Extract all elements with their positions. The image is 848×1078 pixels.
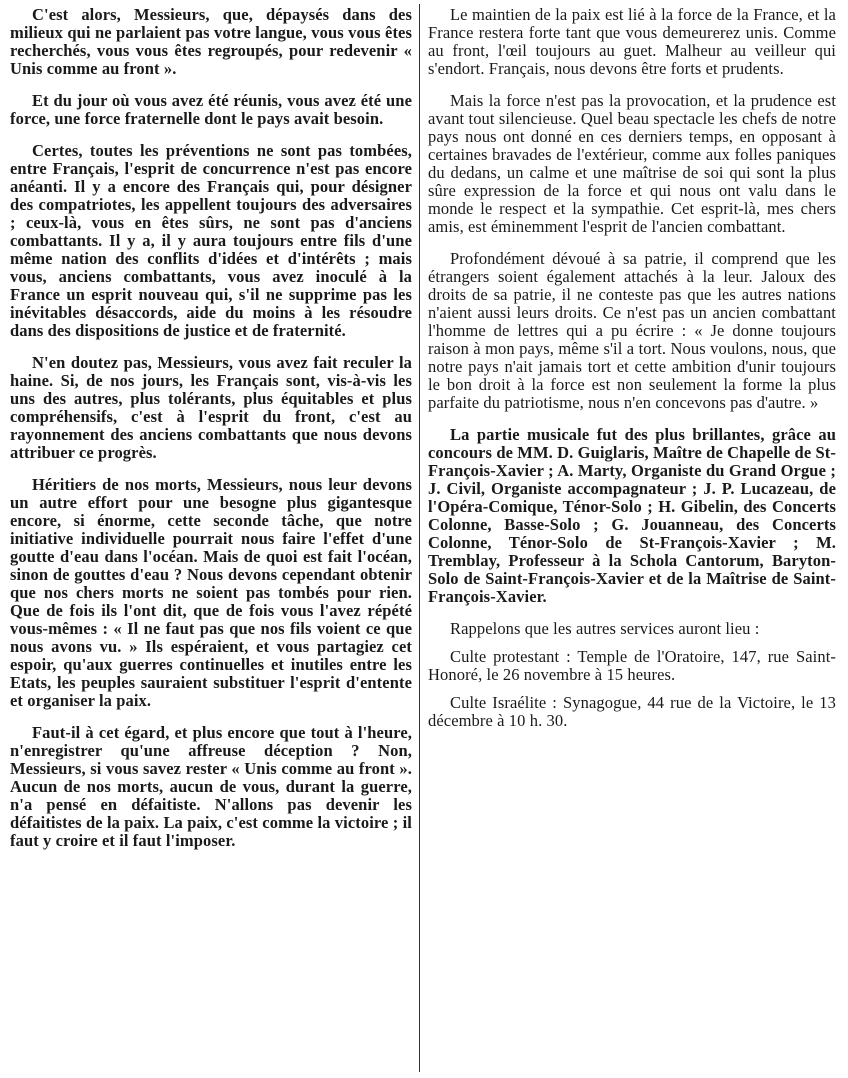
paragraph: Culte protestant : Temple de l'Oratoire, 147, rue Saint-Honoré, le 26 novembre à 15 heures. (428, 647, 836, 684)
paragraph: Et du jour où vous avez été réunis, vous avez été une force, une force fraternelle dont le pays avait besoin. (10, 91, 412, 128)
right-column (428, 6, 836, 740)
music-paragraph: La partie musicale fut des plus brillantes, grâce au concours de MM. D. Guiglaris, Maître de Chapelle de St-François-Xavier ; A. Marty, Organiste du Grand Orgue ; J. Civil, Organiste accompagnateur ; J. P. Lucazeau, de l'Opéra-Comique, Ténor-Solo ; H. Gibelin, des Concerts Colonne, Basse-Solo ; G. Jouanneau, des Concerts Colonne, Ténor-Solo de St-François-Xavier ; M. Tremblay, Professeur à la Schola Cantorum, Baryton-Solo de Saint-François-Xavier et de la Maîtrise de Saint-François-Xavier. (428, 425, 836, 606)
paragraph: Héritiers de nos morts, Messieurs, nous leur devons un autre effort pour une besogne plus gigantesque encore, si énorme, cette seconde tâche, que notre initiative individuelle pourrait nous faire l'effet d'une goutte d'eau dans l'océan. Mais de quoi est fait l'océan, sinon de gouttes d'eau ? Nous devons cependant obtenir que nos chers morts ne soient pas tombés pour rien. Que de fois ils l'ont dit, que de fois vous l'avez répété vous-mêmes : « Il ne faut pas que nos fils voient ce que nous avons vu. » Ils espéraient, et vous partagiez cet espoir, qu'aux guerres continuelles et inutiles entre les Etats, les peuples sauraient substituer l'esprit d'entente et organiser la paix. (10, 475, 412, 710)
paragraph: Culte Israélite : Synagogue, 44 rue de la Victoire, le 13 décembre à 10 h. 30. (428, 693, 836, 730)
paragraph: C'est alors, Messieurs, que, dépaysés dans des milieux qui ne parlaient pas votre langue, vous vous êtes recherchés, vous vous êtes regroupés, pour redevenir « Unis comme au front ». (10, 5, 412, 78)
paragraph: Profondément dévoué à sa patrie, il comprend que les étrangers soient également attachés à la leur. Jaloux des droits de sa patrie, il ne conteste pas que les autres nations n'aient aussi leurs droits. Ce n'est pas un ancien combattant l'homme de lettres qui a pu écrire : « Je donne toujours raison à mon pays, même s'il a tort. Nous voulons, nous, que notre pays n'ait jamais tort et cette ambition d'unir toujours le bon droit à la force est non seulement la forme la plus parfaite du patriotisme, nous n'en concevons pas d'autre. » (428, 249, 836, 412)
paragraph: N'en doutez pas, Messieurs, vous avez fait reculer la haine. Si, de nos jours, les Français sont, vis-à-vis les uns des autres, plus tolérants, plus équitables et plus compréhensifs, c'est à l'esprit du front, c'est au rayonnement des anciens combattants que nous devons attribuer ce progrès. (10, 353, 412, 462)
column-divider (419, 4, 420, 1072)
paragraph: Certes, toutes les préventions ne sont pas tombées, entre Français, l'esprit de concurrence n'est pas encore anéanti. Il y a encore des Français qui, pour désigner des compatriotes, les appellent toujours des adversaires ; ceux-là, vous en êtes sûrs, ne sont pas d'anciens combattants. Il y a, il y aura toujours entre fils d'une même nation des conflits d'idées et d'intérêts ; mais vous, anciens combattants, vous avez inoculé à la France un esprit nouveau qui, s'il ne supprime pas les inévitables désaccords, aide du moins à les résoudre dans des dispositions de justice et de fraternité. (10, 141, 412, 340)
paragraph: Rappelons que les autres services auront lieu : (450, 619, 760, 638)
paragraph: Faut-il à cet égard, et plus encore que tout à l'heure, n'enregistrer qu'une affreuse déception ? Non, Messieurs, si vous savez rester « Unis comme au front ». Aucun de nos morts, aucun de vous, durant la guerre, n'a pensé en défaitiste. N'allons pas devenir les défaitistes de la paix. La paix, c'est comme la victoire ; il faut y croire et il faut l'imposer. (10, 723, 412, 850)
left-column (10, 6, 412, 864)
paragraph: Mais la force n'est pas la provocation, et la prudence est avant tout silencieuse. Quel beau spectacle les chefs de notre pays nous ont donné en ces derniers temps, en opposant à certaines bravades de l'extérieur, comme aux folles paniques du dedans, un calme et une maîtrise de soi qui sont la plus sûre expression de la force et qui nous ont valu dans le monde le respect et la sympathie. Cet esprit-là, mes chers amis, est éminemment l'esprit de l'ancien combattant. (428, 91, 836, 236)
paragraph: Le maintien de la paix est lié à la force de la France, et la France restera forte tant que vous demeurerez unis. Comme au front, l'œil toujours au guet. Malheur au veilleur qui s'endort. Français, nous devons être forts et prudents. (428, 5, 836, 78)
